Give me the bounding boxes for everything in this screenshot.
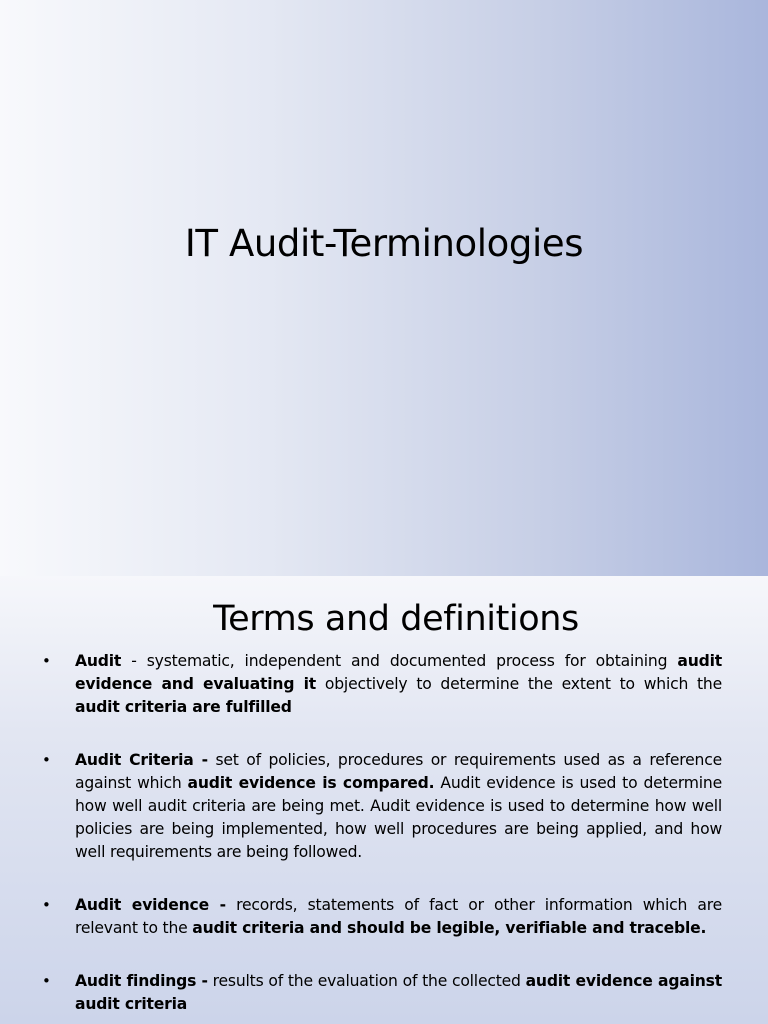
definition-emphasis: audit criteria are fulfilled — [75, 698, 292, 716]
definitions-slide — [0, 576, 768, 1024]
term-label: Audit — [75, 652, 122, 670]
definition-emphasis: audit evidence against audit criteria — [75, 972, 722, 1013]
term-label: Audit Criteria - — [75, 751, 208, 769]
definition-audit-findings — [42, 970, 722, 1016]
definition-text: - systematic, independent and documented process for obtaining — [121, 652, 678, 670]
term-label: Audit findings - — [75, 972, 208, 990]
bullet-icon: • — [42, 652, 51, 670]
bullet-icon: • — [42, 896, 51, 914]
definition-text: records, statements of fact or other information which are relevant to the — [75, 896, 722, 937]
definition-text: set of policies, procedures or requirements used as a reference against which — [75, 751, 722, 792]
definition-emphasis: audit criteria and should be legible, verifiable and traceble. — [192, 919, 707, 937]
definitions-list — [42, 650, 722, 1016]
definition-text: objectively to determine the extent to which the — [316, 675, 722, 693]
definition-emphasis: audit evidence is compared. — [187, 774, 435, 792]
definition-text: results of the evaluation of the collected — [207, 972, 526, 990]
slide-title: IT Audit-Terminologies — [184, 222, 584, 265]
definition-audit-criteria — [42, 749, 722, 864]
definition-text: Audit evidence is used to determine how well audit criteria are being met. Audit evidence is used to determine how well policies are being implemented, how well procedures are being applied, and how well requirements are being followed. — [75, 774, 722, 861]
definition-audit-evidence — [42, 894, 722, 940]
slide-heading: Terms and definitions — [213, 599, 579, 639]
bullet-icon: • — [42, 972, 51, 990]
definition-audit — [42, 650, 722, 719]
term-label: Audit evidence - — [75, 896, 226, 914]
bullet-icon: • — [42, 751, 51, 769]
definition-emphasis: audit evidence and evaluating it — [75, 652, 722, 693]
